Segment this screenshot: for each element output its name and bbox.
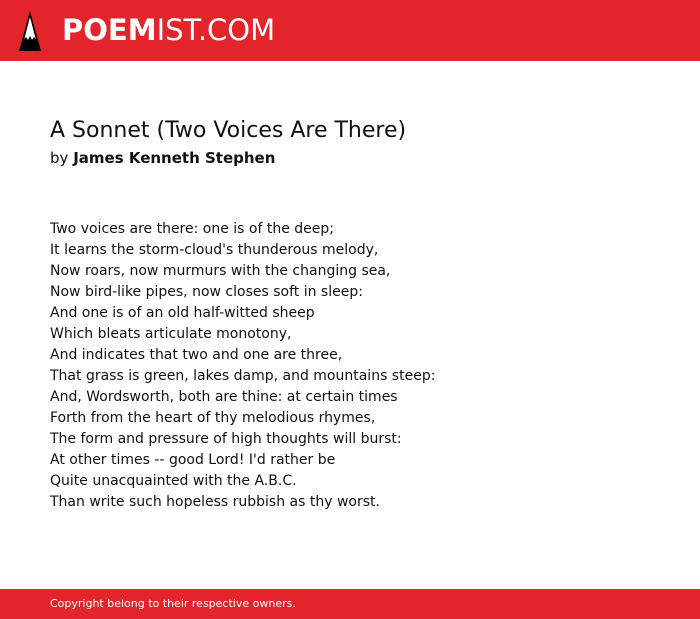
author-name: James Kenneth Stephen [73, 149, 276, 167]
poem-line: At other times -- good Lord! I'd rather be [50, 452, 336, 468]
poem-line: Now roars, now murmurs with the changing sea, [50, 263, 391, 279]
poem-title: A Sonnet (Two Voices Are There) [50, 118, 407, 143]
byline [50, 148, 275, 168]
poem-line: That grass is green, lakes damp, and mountains steep: [50, 368, 436, 384]
site-header [0, 0, 700, 61]
poem-line: It learns the storm-cloud's thunderous melody, [50, 242, 379, 258]
poem-line: Two voices are there: one is of the deep; [50, 221, 335, 237]
poem-line: Forth from the heart of thy melodious rhymes, [50, 410, 376, 426]
site-logo[interactable] [62, 14, 275, 46]
poem-line: Quite unacquainted with the A.B.C. [50, 473, 297, 489]
poem-line: Which bleats articulate monotony, [50, 326, 292, 342]
poem-line: And indicates that two and one are three, [50, 347, 343, 363]
poem-line: Now bird-like pipes, now closes soft in sleep: [50, 284, 363, 300]
poem-line: The form and pressure of high thoughts will burst: [50, 431, 402, 447]
copyright-text: Copyright belong to their respective owners. [50, 597, 296, 610]
poem-line: Than write such hopeless rubbish as thy worst. [50, 494, 380, 510]
by-label: by [50, 149, 69, 167]
poem-line: And, Wordsworth, both are thine: at certain times [50, 389, 398, 405]
poem-body [50, 219, 435, 513]
pen-nib-icon[interactable] [18, 10, 42, 52]
poem-line: And one is of an old half-witted sheep [50, 305, 315, 321]
logo-bold-text: POEM [62, 13, 157, 47]
site-footer [0, 589, 700, 619]
logo-light-text: IST.COM [156, 13, 276, 47]
